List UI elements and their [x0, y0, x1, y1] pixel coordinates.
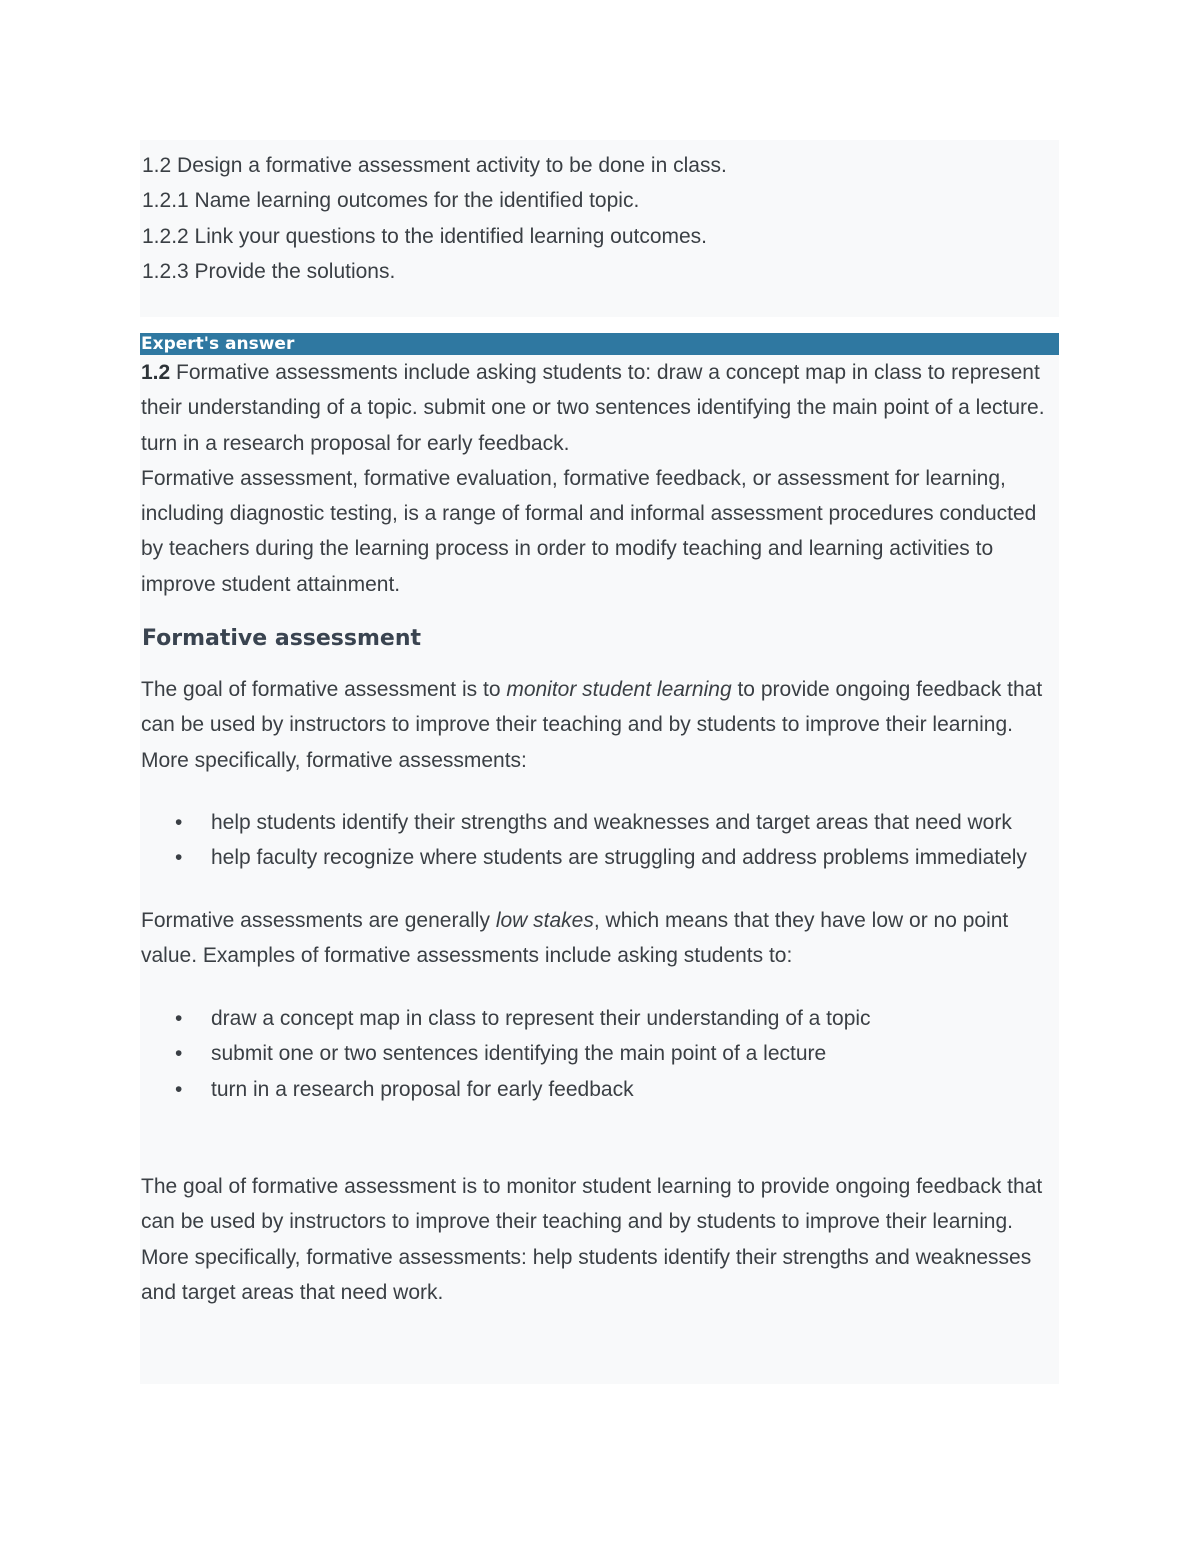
stakes-text-start: Formative assessments are generally: [141, 908, 496, 932]
list-item-text: submit one or two sentences identifying the main point of a lecture: [211, 1042, 827, 1066]
goal-text-end: to provide ongoing feedback that can be used by instructors to improve their teaching and by students to improve their learning. More specifically, formative assessments:: [141, 678, 1043, 772]
intro-paragraph: [140, 355, 1059, 461]
list-item: [140, 1036, 1059, 1071]
question-line: 1.2.3 Provide the solutions.: [142, 259, 396, 283]
list-item-text: help faculty recognize where students are struggling and address problems immediately: [211, 846, 1027, 870]
question-box: [140, 140, 1059, 317]
goal-emphasis: monitor student learning: [506, 678, 732, 702]
answer-body: [140, 355, 1059, 1384]
question-line: 1.2 Design a formative assessment activity to be done in class.: [142, 154, 727, 177]
list-item: [140, 1072, 1059, 1107]
list-item-text: turn in a research proposal for early feedback: [211, 1077, 634, 1101]
bullet-icon: •: [175, 1077, 183, 1101]
list-item-text: draw a concept map in class to represent their understanding of a topic: [211, 1007, 871, 1031]
bullet-list-1: [140, 805, 1059, 876]
intro-number: 1.2: [141, 361, 171, 384]
stakes-emphasis: low stakes: [495, 908, 594, 932]
question-line: 1.2.1 Name learning outcomes for the identified topic.: [142, 189, 640, 213]
summary-paragraph: The goal of formative assessment is to monitor student learning to provide ongoing feedback that can be used by instructors to improve their teaching and by students to improve their learning. More specifically, formative assessments: help students identify their strengths and weaknesses and target areas that need work.: [141, 1175, 1043, 1304]
stakes-paragraph: [140, 903, 1059, 974]
intro-text: Formative assessments include asking students to: draw a concept map in class to represent their understanding of a topic. submit one or two sentences identifying the main point of a lecture. turn in a research proposal for early feedback.: [141, 361, 1045, 455]
list-item: [140, 840, 1059, 875]
bullet-icon: •: [175, 810, 183, 834]
stakes-text-end: , which means that they have low or no point value. Examples of formative assessments include asking students to:: [141, 908, 1009, 967]
list-item-text: help students identify their strengths and weaknesses and target areas that need work: [211, 810, 1012, 834]
section-heading: Formative assessment: [142, 626, 422, 652]
list-item: [140, 805, 1059, 840]
bullet-icon: •: [175, 846, 183, 870]
document-page: [140, 140, 1059, 1384]
goal-paragraph: [140, 672, 1059, 778]
bullet-icon: •: [175, 1007, 183, 1031]
list-item: [140, 1001, 1059, 1036]
bullet-list-2: [140, 1001, 1059, 1107]
definition-paragraph: Formative assessment, formative evaluation, formative feedback, or assessment for learning, including diagnostic testing, is a range of formal and informal assessment procedures conducted by teachers during the learning process in order to modify teaching and learning activities to improve student attainment.: [141, 466, 1037, 596]
question-line: 1.2.2 Link your questions to the identified learning outcomes.: [142, 224, 708, 248]
answer-header: Expert's answer: [140, 333, 1059, 355]
bullet-icon: •: [175, 1042, 183, 1066]
goal-text-start: The goal of formative assessment is to: [141, 678, 507, 702]
